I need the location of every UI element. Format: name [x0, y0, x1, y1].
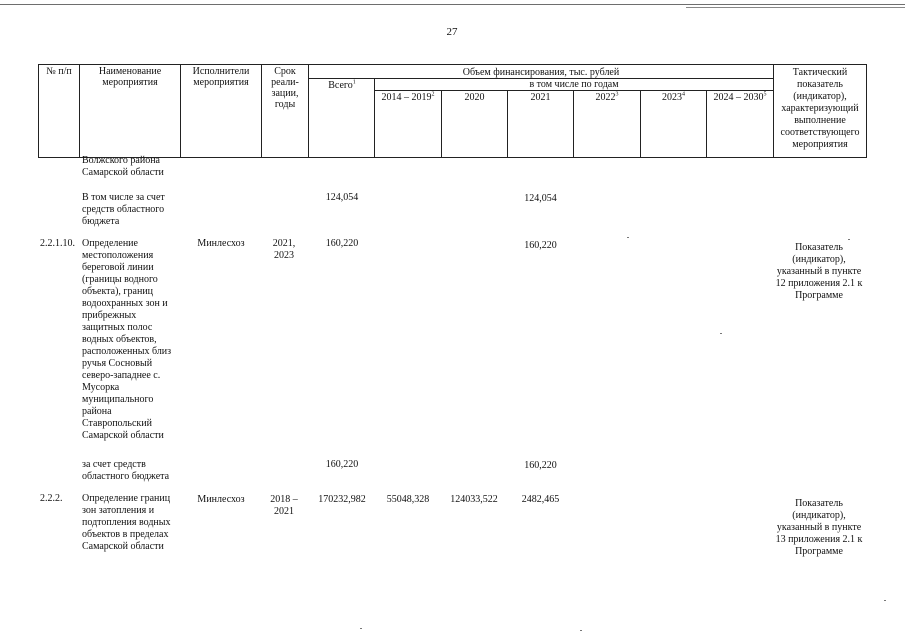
col-2022-header: 2022$^3$: [595, 91, 619, 103]
table-row-number: 2.2.2.: [40, 493, 63, 504]
table-row-total: 160,220: [325, 238, 359, 249]
table-row-term: 2021, 2023: [272, 238, 296, 261]
scan-speck: [580, 630, 582, 631]
table-row-2020: 124033,522: [450, 494, 498, 505]
table-row-name: за счет средств областного бюджета: [82, 459, 170, 482]
by-years-header: в том числе по годам: [529, 79, 619, 90]
table-row-name: В том числе за счет средств областного бюджета: [82, 192, 165, 227]
col-2024-2030-header: 2024 – 2030$^5$: [713, 91, 767, 103]
col-2023-header: 2023$^4$: [662, 91, 685, 103]
top-border-line: [0, 4, 905, 5]
scan-speck: [720, 333, 722, 334]
table-row-executor: Минлесхоз: [197, 238, 245, 249]
table-row-2021: 2482,465: [521, 494, 560, 505]
table-row-name: Определение местоположения береговой линии (границы водного объекта), границ водоохранных зон и прибрежных защитных полос водных объектов, расположенных близ ручья Сосновый северо-западнее с. Мусорка муниципального района Ставропольский Самарской области: [82, 238, 172, 441]
table-row-total: 170232,982: [318, 494, 366, 505]
page-number: 27: [446, 26, 458, 38]
table-row-name: Определение границ зон затопления и подтопления водных объектов в пределах Самарской области: [82, 493, 171, 552]
table-row-2014-2019: 55048,328: [386, 494, 430, 505]
table-row-term: 2018 – 2021: [270, 494, 298, 517]
table-row-indicator: Показатель (индикатор), указанный в пункте 12 приложения 2.1 к Программе: [775, 242, 863, 301]
table-row-2021: 160,220: [524, 240, 557, 251]
col-2021-header: 2021: [530, 92, 551, 103]
table-row-total: 160,220: [325, 459, 359, 470]
scan-speck: [848, 239, 850, 240]
top-border-line-secondary: [686, 7, 905, 8]
col-2014-2019-header: 2014 – 2019$^2$: [381, 91, 435, 103]
col-name-header: Наименование мероприятия: [98, 66, 162, 88]
col-num-header: № п/п: [46, 66, 72, 77]
col-2020-header: 2020: [464, 92, 485, 103]
col-total-header: Всего$^1$: [328, 79, 356, 91]
scan-speck: [627, 237, 629, 238]
col-term-header: Срок реали-зации, годы: [271, 66, 299, 110]
table-row-2021: 160,220: [524, 460, 557, 471]
table-row-total: 124,054: [325, 192, 359, 203]
table-row-indicator: Показатель (индикатор), указанный в пункте 13 приложения 2.1 к Программе: [775, 498, 863, 557]
table-row-2021: 124,054: [524, 193, 557, 204]
table-row-number: 2.2.1.10.: [40, 238, 75, 249]
scan-speck: [884, 600, 886, 601]
funding-title-header: Объем финансирования, тыс. рублей: [462, 67, 620, 78]
col-indicator-header: Тактический показатель (индикатор), характеризующий выполнение соответствующего мероприятия: [780, 67, 860, 150]
table-row-executor: Минлесхоз: [197, 494, 245, 505]
scan-speck: [360, 628, 362, 629]
col-executor-header: Исполнители мероприятия: [192, 66, 250, 88]
table-row-name: Волжского района Самарской области: [82, 155, 164, 178]
